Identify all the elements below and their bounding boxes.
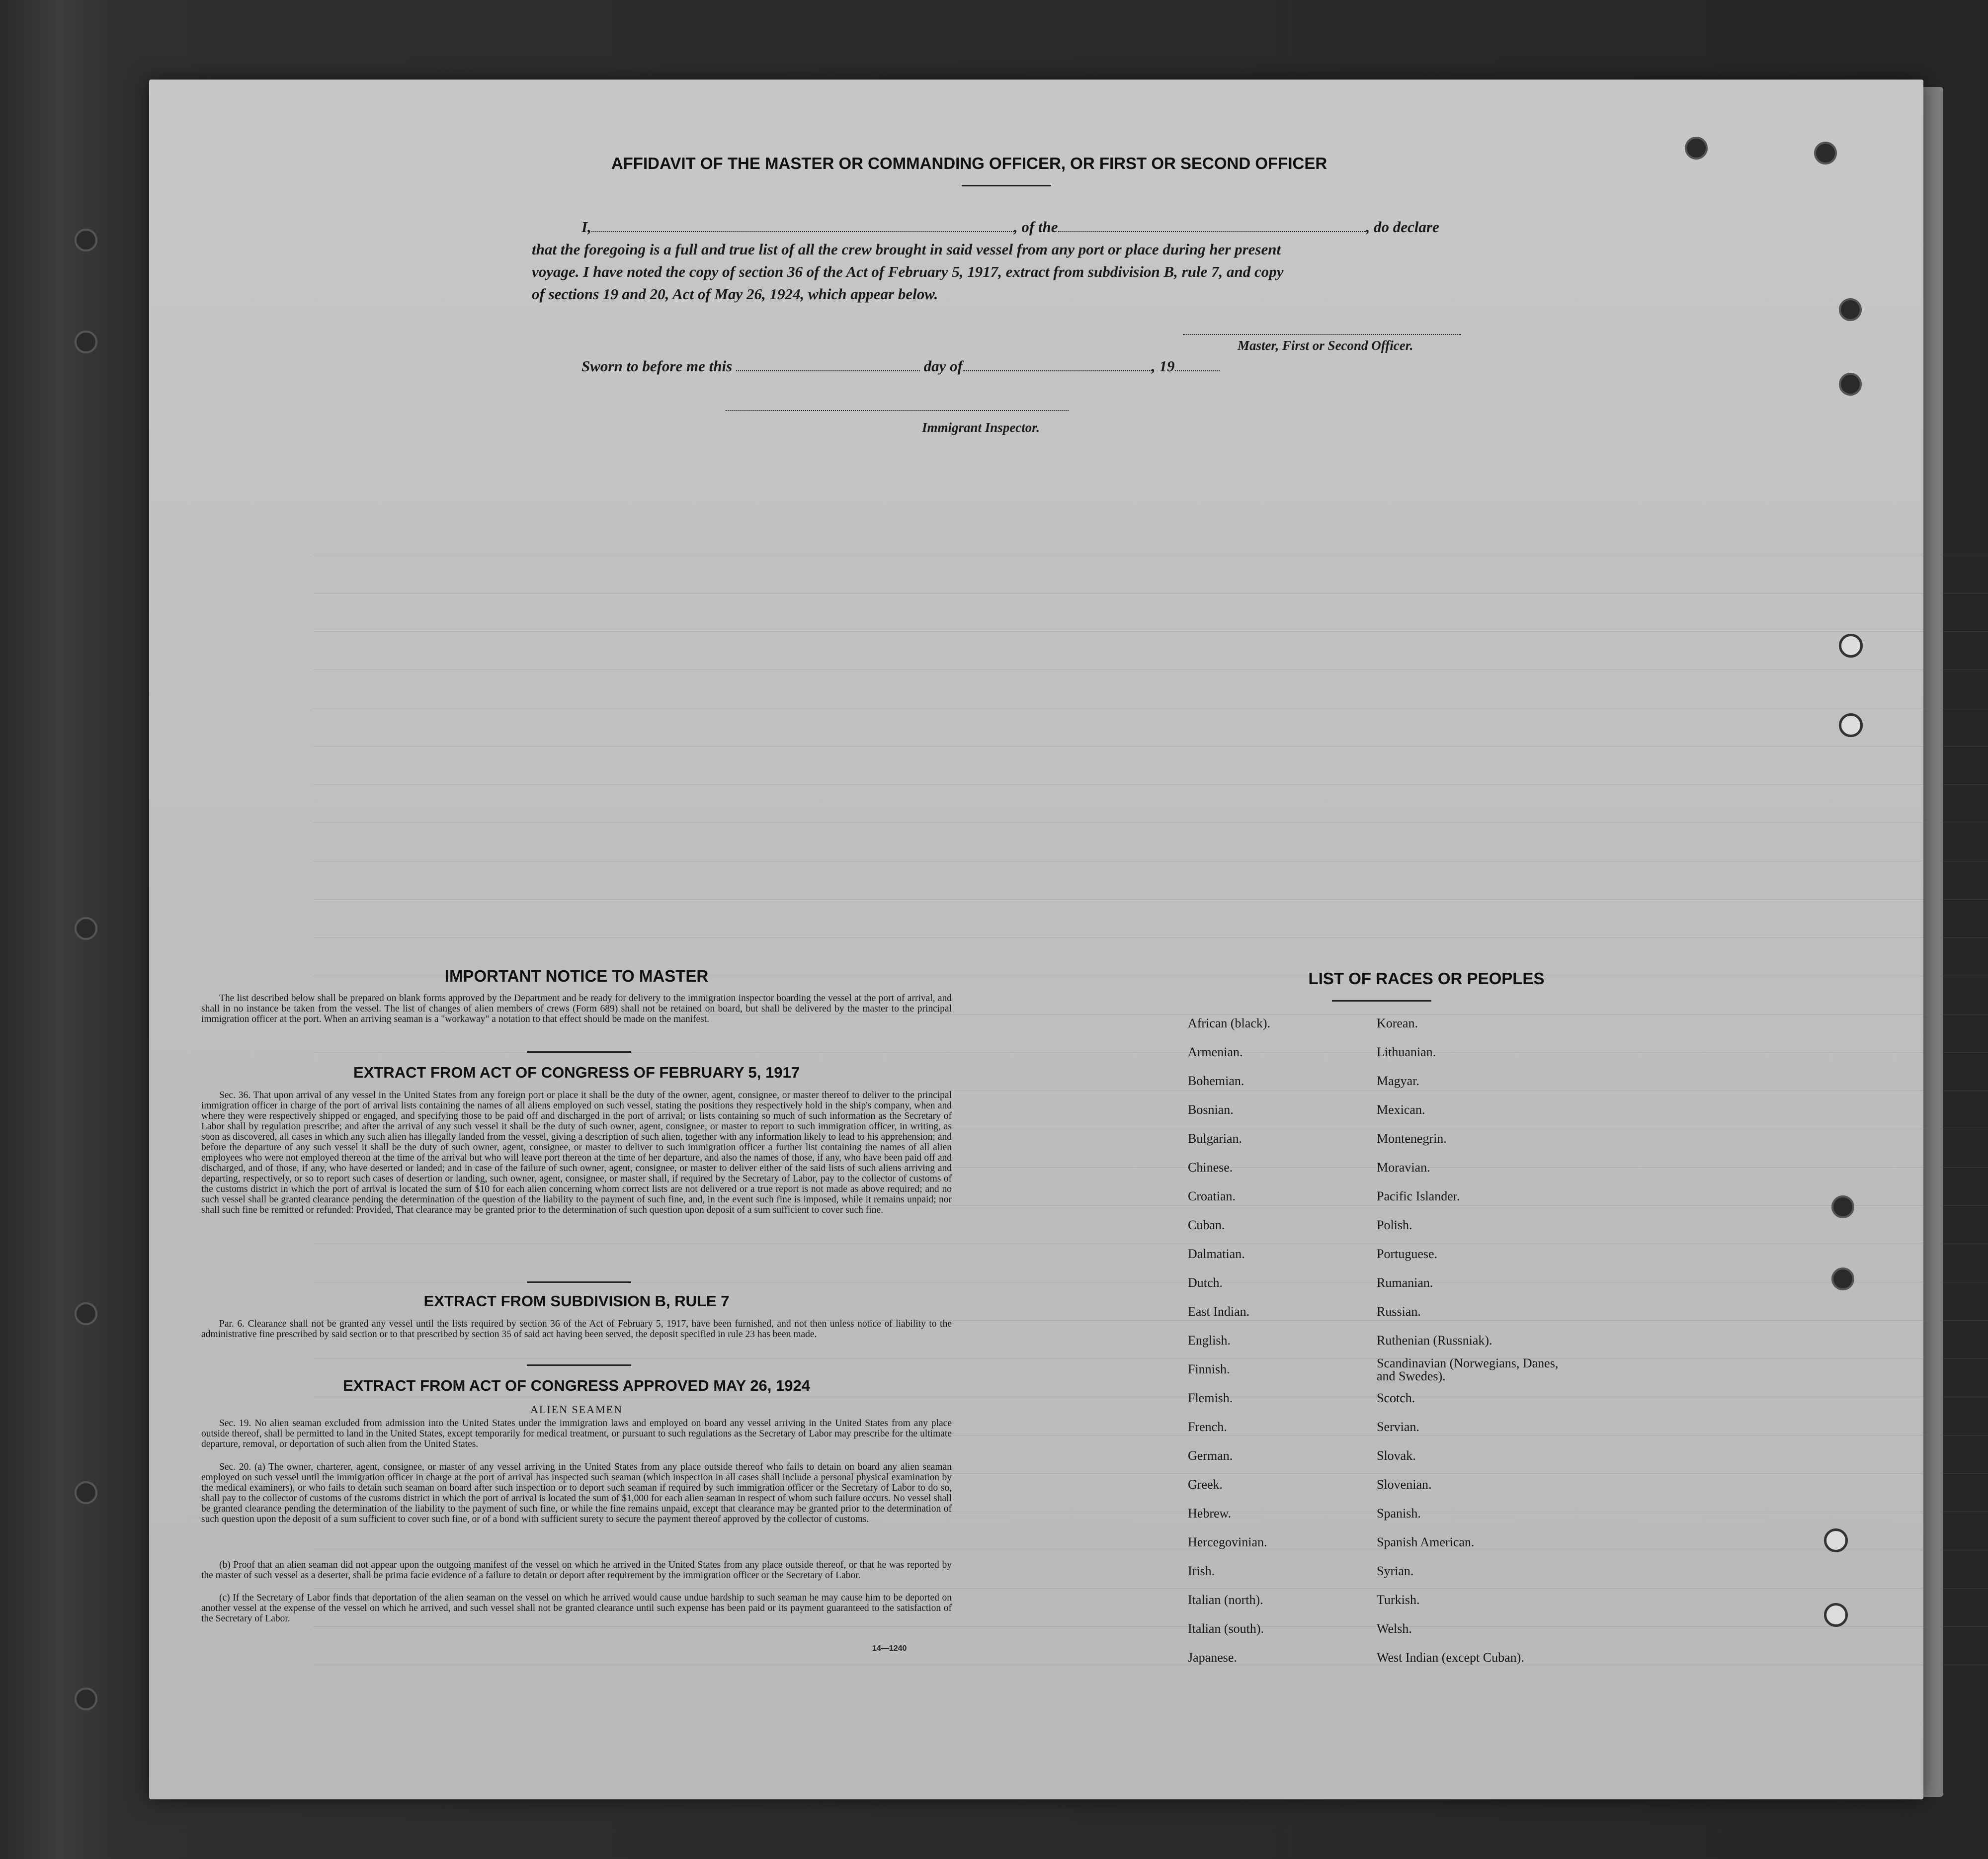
divider bbox=[962, 185, 1051, 186]
race-entry: Rumanian. bbox=[1377, 1275, 1433, 1290]
race-entry: Servian. bbox=[1377, 1420, 1419, 1434]
divider bbox=[527, 1281, 631, 1283]
affidavit-line-2: that the foregoing is a full and true list of all the crew brought in said vessel from any port or place during her present bbox=[532, 241, 1281, 258]
race-entry: Cuban. bbox=[1188, 1218, 1225, 1232]
race-entry: Spanish. bbox=[1377, 1506, 1421, 1521]
bleed-through-row bbox=[313, 1627, 1988, 1665]
day-blank bbox=[736, 370, 920, 371]
race-entry: Magyar. bbox=[1377, 1074, 1419, 1088]
race-entry: Finnish. bbox=[1188, 1362, 1230, 1376]
bleed-through-row bbox=[313, 861, 1988, 900]
race-entry: Croatian. bbox=[1188, 1189, 1236, 1203]
extract-1917-text: Sec. 36. That upon arrival of any vessel in the United States from any foreign port or place it shall be the duty of the owner, agent, consignee, or master thereof to deliver to the principal immigration officer in charge of the port of arrival lists containing the names of all aliens employed on such vessel, stating the positions they respectively hold in the ship's company, when and where they were respectively shipped or engaged, and specifying those to be paid off and discharged in the port of arrival; or lists containing so much of such information as the Secretary of Labor shall by regulation prescribe; and after the arrival of any such vessel it shall be the duty of such owner, agent, consignee, or master to report to such immigration officer, in writing, as soon as discovered, all cases in which any such alien has illegally landed from the vessel, giving a description of such alien, together with any information likely to lead to his apprehension; and before the departure of any such vessel it shall be the duty of such owner, agent, consignee, or master to deliver to such immigration officer a further list containing the names of all alien employees who were not employed thereon at the time of the arrival but who will leave port thereon at the time of her departure, and also the names of those, if any, who have been paid off and discharged, and of those, if any, who have deserted or landed; and in case of the failure of such owner, agent, consignee, or master to deliver either of the said lists of such aliens arriving and departing, respectively, or so to report such cases of desertion or landing, such owner, agent, consignee, or master shall, if required by the Secretary of Labor, pay to the collector of customs of the customs district in which the port of arrival is located the sum of $10 for each alien concerning whom correct lists are not delivered or a true report is not made as above required; and no such vessel shall be granted clearance pending the determination of the question of the liability to the payment of such fine, and, in the event such fine is imposed, while it remains unpaid; nor shall such fine be remitted or refunded: Provided, That clearance may be granted prior to the determination of such question upon deposit of a sum sufficient to cover such fine. bbox=[201, 1090, 952, 1215]
race-entry: Scotch. bbox=[1377, 1391, 1415, 1405]
bleed-through-row bbox=[313, 900, 1988, 938]
bleed-through-row bbox=[313, 517, 1988, 555]
vessel-blank bbox=[1058, 231, 1366, 232]
bleed-through-row bbox=[313, 1244, 1988, 1282]
binder-hole-icon bbox=[75, 1481, 97, 1504]
binder-hole-icon bbox=[1814, 142, 1837, 165]
binder-hole-icon bbox=[1839, 298, 1862, 321]
bleed-through-row bbox=[313, 823, 1988, 861]
race-entry: Moravian. bbox=[1377, 1160, 1430, 1175]
race-entry: Hercegovinian. bbox=[1188, 1535, 1267, 1549]
binder-hole-icon bbox=[1839, 634, 1863, 658]
race-entry: Bulgarian. bbox=[1188, 1131, 1242, 1146]
race-entry: French. bbox=[1188, 1420, 1227, 1434]
extract-1924-title: EXTRACT FROM ACT OF CONGRESS APPROVED MAY 26, 1924 bbox=[343, 1377, 810, 1394]
extract-rule7-title: EXTRACT FROM SUBDIVISION B, RULE 7 bbox=[423, 1292, 730, 1310]
race-entry: Portuguese. bbox=[1377, 1247, 1438, 1261]
extract-1917-title: EXTRACT FROM ACT OF CONGRESS OF FEBRUARY 5, 1917 bbox=[353, 1064, 800, 1081]
inspector-caption: Immigrant Inspector. bbox=[922, 420, 1040, 435]
race-entry: Ruthenian (Russniak). bbox=[1377, 1333, 1492, 1348]
master-caption: Master, First or Second Officer. bbox=[1238, 338, 1413, 353]
name-blank bbox=[591, 231, 1014, 232]
binder-hole-icon bbox=[1824, 1603, 1848, 1627]
binder-hole-icon bbox=[1839, 373, 1862, 396]
month-blank bbox=[963, 370, 1152, 371]
race-entry: Syrian. bbox=[1377, 1564, 1414, 1578]
race-entry: Italian (north). bbox=[1188, 1593, 1263, 1607]
binder-hole-icon bbox=[75, 1688, 97, 1710]
master-signature-line bbox=[1183, 334, 1461, 335]
race-entry: Korean. bbox=[1377, 1016, 1418, 1030]
race-entry: Flemish. bbox=[1188, 1391, 1233, 1405]
binder-hole-icon bbox=[1831, 1268, 1854, 1290]
race-entry: Chinese. bbox=[1188, 1160, 1233, 1175]
binder-hole-icon bbox=[75, 1302, 97, 1325]
alien-seamen-subtitle: ALIEN SEAMEN bbox=[530, 1403, 623, 1416]
form-number: 14—1240 bbox=[872, 1644, 907, 1653]
race-entry: Mexican. bbox=[1377, 1102, 1425, 1117]
bleed-through-row bbox=[313, 670, 1988, 708]
race-entry: Hebrew. bbox=[1188, 1506, 1232, 1521]
sworn-line: Sworn to before me this day of , 19 bbox=[581, 355, 1426, 377]
race-entry: Welsh. bbox=[1377, 1621, 1412, 1636]
year-blank bbox=[1175, 370, 1220, 371]
races-title: LIST OF RACES OR PEOPLES bbox=[1308, 969, 1545, 988]
race-entry: Slovak. bbox=[1377, 1448, 1416, 1463]
sec20c-text: (c) If the Secretary of Labor finds that deportation of the alien seaman on the vessel on which he arrived would cause undue hardship to such seaman he may cause him to be deported on another vessel at the expense of the vessel on which he arrived, and such vessel shall not be granted clearance until such expense has been paid or its payment guaranteed to the satisfaction of the Secretary of Labor. bbox=[201, 1593, 952, 1624]
notice-title: IMPORTANT NOTICE TO MASTER bbox=[444, 967, 709, 985]
bleed-through-row bbox=[313, 555, 1988, 593]
race-entry: Turkish. bbox=[1377, 1593, 1420, 1607]
race-entry: Polish. bbox=[1377, 1218, 1412, 1232]
race-entry: Scandinavian (Norwegians, Danes, and Swedes). bbox=[1377, 1356, 1559, 1383]
bleed-through-row bbox=[313, 593, 1988, 632]
race-entry: East Indian. bbox=[1188, 1304, 1250, 1319]
race-entry: Dalmatian. bbox=[1188, 1247, 1245, 1261]
race-entry: German. bbox=[1188, 1448, 1233, 1463]
race-entry: Slovenian. bbox=[1377, 1477, 1432, 1492]
divider bbox=[527, 1051, 631, 1053]
binder-hole-icon bbox=[1824, 1528, 1848, 1552]
race-entry: Armenian. bbox=[1188, 1045, 1243, 1059]
affidavit-line-3: voyage. I have noted the copy of section 36 of the Act of February 5, 1917, extract from subdivision B, rule 7, and copy bbox=[532, 263, 1284, 280]
race-entry: English. bbox=[1188, 1333, 1231, 1348]
divider bbox=[1332, 1000, 1431, 1002]
races-right-column bbox=[1377, 1009, 1575, 1672]
bleed-through-row bbox=[313, 708, 1988, 747]
inspector-signature-line bbox=[726, 410, 1069, 411]
race-entry: Japanese. bbox=[1188, 1650, 1237, 1665]
affidavit-title: AFFIDAVIT OF THE MASTER OR COMMANDING OFFICER, OR FIRST OR SECOND OFFICER bbox=[611, 154, 1327, 172]
binder-hole-icon bbox=[1685, 137, 1708, 160]
bleed-through-row bbox=[313, 632, 1988, 670]
binder-hole-icon bbox=[75, 331, 97, 353]
binder-hole-icon bbox=[1831, 1195, 1854, 1218]
binder-hole-icon bbox=[75, 229, 97, 252]
race-entry: Irish. bbox=[1188, 1564, 1215, 1578]
race-entry: Greek. bbox=[1188, 1477, 1223, 1492]
binder-hole-icon bbox=[75, 917, 97, 940]
binder-hole-icon bbox=[1839, 713, 1863, 737]
bleed-through-row bbox=[313, 747, 1988, 785]
race-entry: Bosnian. bbox=[1188, 1102, 1234, 1117]
affidavit-line-4: of sections 19 and 20, Act of May 26, 1924, which appear below. bbox=[532, 285, 938, 303]
affidavit-line-1: I, , of the , do declare bbox=[581, 218, 1439, 236]
race-entry: West Indian (except Cuban). bbox=[1377, 1650, 1524, 1665]
race-entry: Lithuanian. bbox=[1377, 1045, 1436, 1059]
notice-text: The list described below shall be prepared on blank forms approved by the Department and be ready for delivery to the immigration inspector boarding the vessel at the port of arrival, and shall in no instance be taken from the vessel. The list of changes of alien members of crews (Form 689) shall not be retained on board, but shall be delivered by the master to the principal immigration officer at the port. When an arriving seaman is a "workaway" a notation to that effect should be made on the manifest. bbox=[201, 993, 952, 1024]
race-entry: Russian. bbox=[1377, 1304, 1421, 1319]
race-entry: Bohemian. bbox=[1188, 1074, 1244, 1088]
sec20b-text: (b) Proof that an alien seaman did not appear upon the outgoing manifest of the vessel on which he arrived in the United States from any place outside thereof, or that he was reported by the master of such vessel as a deserter, shall be prima facie evidence of a failure to detain or deport after requirement by the immigration officer or the Secretary of Labor. bbox=[201, 1560, 952, 1581]
race-entry: Italian (south). bbox=[1188, 1621, 1264, 1636]
extract-rule7-text: Par. 6. Clearance shall not be granted any vessel until the lists required by section 36 of the Act of February 5, 1917, have been furnished, and not then unless notice of liability to the administrative fine prescribed by said section or to that prescribed by section 35 of said act having been served, the deposit specified in rule 23 has been made. bbox=[201, 1319, 952, 1340]
race-entry: African (black). bbox=[1188, 1016, 1271, 1030]
bleed-through-row bbox=[313, 785, 1988, 823]
sec19-text: Sec. 19. No alien seaman excluded from admission into the United States under the immigration laws and employed on board any vessel arriving in the United States from any place outside thereof, shall be permitted to land in the United States, except temporarily for medical treatment, or pursuant to such regulations as the Secretary of Labor may prescribe for the ultimate departure, removal, or deportation of such alien from the United States. bbox=[201, 1418, 952, 1449]
race-entry: Dutch. bbox=[1188, 1275, 1223, 1290]
sec20a-text: Sec. 20. (a) The owner, charterer, agent, consignee, or master of any vessel arriving in the United States from any place outside thereof who fails to detain on board any alien seaman employed on such vessel until the immigration officer in charge at the port of arrival has inspected such seaman (which inspection in all cases shall include a personal physical examination by the medical examiners), or who fails to detain such seaman on board after such inspection or to deport such seaman if required by such immigration officer or the Secretary of Labor to do so, shall pay to the collector of customs of the customs district in which the port of arrival is located the sum of $1,000 for each alien seaman in respect of whom such failure occurs. No vessel shall be granted clearance pending the determination of the liability to the payment of such fine, or while the fine remains unpaid, except that clearance may be granted prior to the determination of such question upon the deposit of a sum sufficient to cover such fine, or of a bond with sufficient surety to secure the payment thereof approved by the collector of customs. bbox=[201, 1462, 952, 1524]
race-entry: Montenegrin. bbox=[1377, 1131, 1447, 1146]
race-entry: Spanish American. bbox=[1377, 1535, 1475, 1549]
races-left-column bbox=[1188, 1009, 1377, 1672]
race-entry: Pacific Islander. bbox=[1377, 1189, 1460, 1203]
divider bbox=[527, 1364, 631, 1366]
document-page bbox=[149, 80, 1923, 1799]
